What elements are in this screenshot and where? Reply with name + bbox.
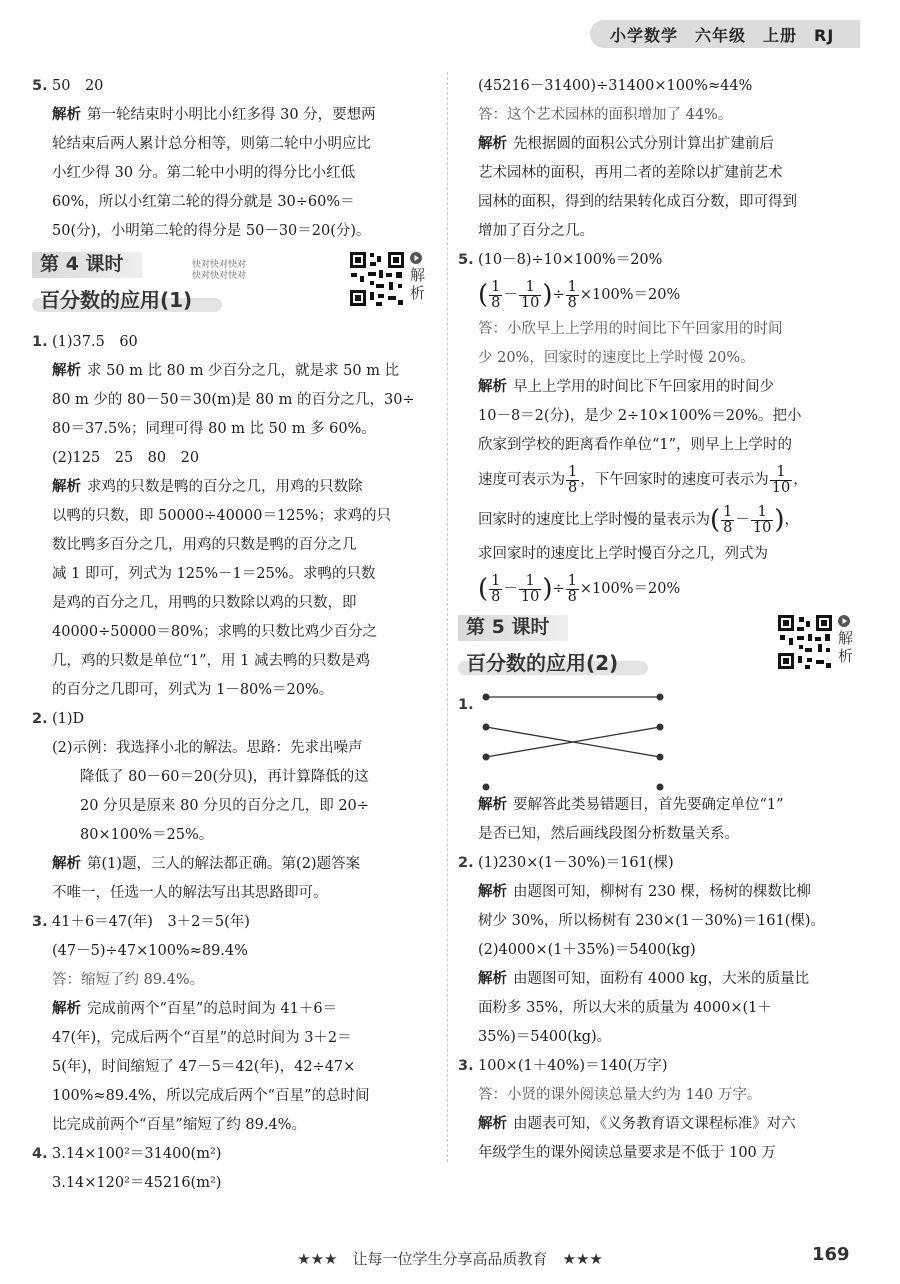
q5r-final-row: ( $\frac{1}{8}$ － $\frac{1}{10}$ ) ÷ $\frac{1}{8}$ ×100%＝20% [478,572,681,605]
r2-number: 2. [458,855,474,871]
r2-line: 35%)＝5400(kg)。 [478,1029,612,1045]
q2-answer-1: (1)D [52,711,85,727]
q5r-fraction-row: ( $\frac{1}{8}$ － $\frac{1}{10}$ ) ÷ $\frac{1}{8}$ ×100%＝20% [478,278,681,311]
q4-note: 艺术园林的面积，再用二者的差除以扩建前艺术 [478,165,783,181]
q2-line: 20 分贝是原来 80 分贝的百分之几，即 20÷ [80,798,369,814]
q1-answer-2: (2)125 25 80 20 [52,450,200,466]
q4-note: 增加了百分之几。 [478,223,594,239]
q1-line: 减 1 即可，列式为 125%－1＝25%。求鸭的只数 [52,566,376,582]
q3-line: (47－5)÷47×100%≈89.4% [52,943,248,959]
q3-note: 5(年)，时间缩短了 47－5＝42(年)，42÷47× [52,1059,356,1075]
q4-line: 3.14×100²＝31400(m²) [52,1146,222,1162]
qr-analysis-label: 解析 [410,266,426,302]
qr-code-icon[interactable] [348,250,406,308]
q5r-slow-row: 回家时的速度比上学时慢的量表示为 ( $\frac{1}{8}$ － $\frac{1}{10}$ ) ， [478,503,799,536]
r1-note: 要解答此类易错题目，首先要确定单位“1” [513,797,784,813]
q4-note: 先根据圆的面积公式分别计算出扩建前后 [513,136,774,152]
r2-analysis-tag: 解析 [478,971,507,987]
q3-note: 比完成前两个“百星”缩短了约 89.4%。 [52,1117,306,1133]
r3-reply: 答：小贤的课外阅读总量大约为 140 万字。 [478,1087,762,1103]
q5r-line: (10－8)÷10×100%＝20% [478,252,663,268]
q1-line: 求鸡的只数是鸭的百分之几，用鸡的只数除 [87,479,363,495]
r1-number: 1. [458,697,474,713]
q5-line: 第一轮结束时小明比小红多得 30 分，要想两 [87,107,376,123]
r3-note: 年级学生的课外阅读总量要求是不低于 100 万 [478,1145,776,1161]
q5-line: 小红少得 30 分。第二轮中小明的得分比小红低 [52,165,356,181]
q1-line: 数比鸭多百分之几，用鸡的只数是鸭的百分之几 [52,537,357,553]
lesson-4-heading [32,250,432,324]
r2-line: 面粉多 35%，所以大米的质量为 4000×(1＋ [478,1000,772,1016]
r3-answer: 100×(1＋40%)＝140(万字) [478,1058,668,1074]
q5r-note: 早上上学用的时间比下午回家用的时间少 [513,379,774,395]
q1-analysis-tag: 解析 [52,363,81,379]
q5r-ask: 求回家时的速度比上学时慢百分之几，列式为 [478,546,768,562]
lesson-5-number: 第 5 课时 [466,616,550,638]
q1-answer-1: (1)37.5 60 [52,334,138,350]
q5r-note: 欣家到学校的距离看作单位“1”，则早上上学时的 [478,437,793,453]
q2-note: 不唯一，任选一人的解法写出其思路即可。 [52,885,328,901]
q5-line: 50(分)，小明第二轮的得分是 50－30＝20(分)。 [52,223,371,239]
q2-analysis-tag: 解析 [52,856,81,872]
q5r-speed-row: 速度可表示为 $\frac{1}{8}$ ，下午回家时的速度可表示为 $\frac{1}{10}$ ， [478,463,808,496]
q1-line: 40000÷50000＝80%；求鸭的只数比鸡少百分之 [52,624,378,640]
q3-note: 47(年)，完成后两个“百星”的总时间为 3＋2＝ [52,1030,352,1046]
q5-line: 60%，所以小红第二轮的得分就是 30÷60%＝ [52,194,355,210]
lesson-4-number: 第 4 课时 [40,253,124,275]
lesson-4-watermark: 快对快对快对 快对快对快对 [192,260,247,281]
r3-number: 3. [458,1058,474,1074]
r2-line: 树少 30%，所以杨树有 230×(1－30%)＝161(棵)。 [478,913,826,929]
q5r-number: 5. [458,252,474,268]
q2-line: 降低了 80－60＝20(分贝)，再计算降低的这 [80,769,369,785]
r2-line: 由题图可知，面粉有 4000 kg，大米的质量比 [513,971,810,987]
q4-note: 园林的面积，得到的结果转化成百分数，即可得到 [478,194,797,210]
r2-answer-2: (2)4000×(1＋35%)＝5400(kg) [478,942,696,958]
q1-line: 是鸡的百分之几，用鸭的只数除以鸡的只数，即 [52,595,357,611]
lesson-4-title: 百分数的应用(1) [40,288,193,312]
q5r-answer: 答：小欣早上上学用的时间比下午回家用的时间 [478,321,783,337]
q5r-note: 10－8＝2(分)，是少 2÷10×100%＝20%。把小 [478,408,802,424]
q1-line: 80＝37.5%；同理可得 80 m 比 50 m 多 60%。 [52,421,376,437]
q3-number: 3. [32,914,48,930]
q5-analysis-tag: 解析 [52,107,81,123]
matching-lines [478,691,668,791]
q1-line: 几，鸡的只数是单位“1”，用 1 减去鸭的只数是鸡 [52,653,370,669]
r2-line: 由题图可知，柳树有 230 棵，杨树的棵数比柳 [513,884,811,900]
q1-line: 求 50 m 比 80 m 少百分之几，就是求 50 m 比 [87,363,400,379]
q4-cont-line: 答：这个艺术园林的面积增加了 44%。 [478,107,733,123]
lesson-5-heading [458,613,863,687]
q4-analysis-tag: 解析 [478,136,507,152]
r3-analysis-tag: 解析 [478,1116,507,1132]
page-number: 169 [812,1244,850,1265]
play-icon [410,252,422,264]
footer-slogan: ★★★ 让每一位学生分享高品质教育 ★★★ [297,1250,603,1268]
play-icon [838,615,850,627]
q3-analysis-tag: 解析 [52,1001,81,1017]
q1-line: 以鸭的只数，即 50000÷40000＝125%；求鸡的只 [52,508,391,524]
q2-line: (2)示例：我选择小北的解法。思路：先求出噪声 [52,740,363,756]
q3-note: 100%≈89.4%，所以完成后两个“百星”的总时间 [52,1088,370,1104]
qr-code-icon[interactable] [776,613,834,671]
q4-number: 4. [32,1146,48,1162]
right-column [458,72,863,1168]
q3-note: 完成前两个“百星”的总时间为 41＋6＝ [87,1001,338,1017]
q3-line: 41＋6＝47(年) 3＋2＝5(年) [52,914,250,930]
q1-line: 的百分之几即可，列式为 1－80%＝20%。 [52,682,334,698]
q1-line: 80 m 少的 80－50＝30(m)是 80 m 的百分之几，30÷ [52,392,415,408]
q4-line: 3.14×120²＝45216(m²) [52,1175,222,1191]
q5r-answer: 少 20%，回家时的速度比上学时慢 20%。 [478,350,755,366]
q5-line: 轮结束后两人累计总分相等，则第二轮中小明应比 [52,136,371,152]
line-matching-diagram [458,691,863,791]
q3-line: 答：缩短了约 89.4%。 [52,972,205,988]
q4-cont-line: (45216－31400)÷31400×100%≈44% [478,78,753,94]
qr-analysis-label: 解析 [838,629,854,665]
r2-analysis-tag: 解析 [478,884,507,900]
lesson-5-title: 百分数的应用(2) [466,651,619,675]
q5-answer: 50 20 [52,78,104,94]
r1-note: 是否已知，然后画线段图分析数量关系。 [478,826,739,842]
q1-number: 1. [32,334,48,350]
q2-number: 2. [32,711,48,727]
r2-answer-1: (1)230×(1－30%)＝161(棵) [478,855,674,871]
header-title: 小学数学 六年级 上册 RJ [610,26,835,45]
r3-note: 由题表可知，《义务教育语文课程标准》对六 [513,1116,796,1132]
column-divider [447,72,448,1162]
r1-analysis-tag: 解析 [478,797,507,813]
left-column [32,72,432,1198]
q5r-analysis-tag: 解析 [478,379,507,395]
q2-note: 第(1)题，三人的解法都正确。第(2)题答案 [87,856,361,872]
q5-number: 5. [32,78,48,94]
q1-analysis-tag: 解析 [52,479,81,495]
q2-line: 80×100%＝25%。 [80,827,214,843]
